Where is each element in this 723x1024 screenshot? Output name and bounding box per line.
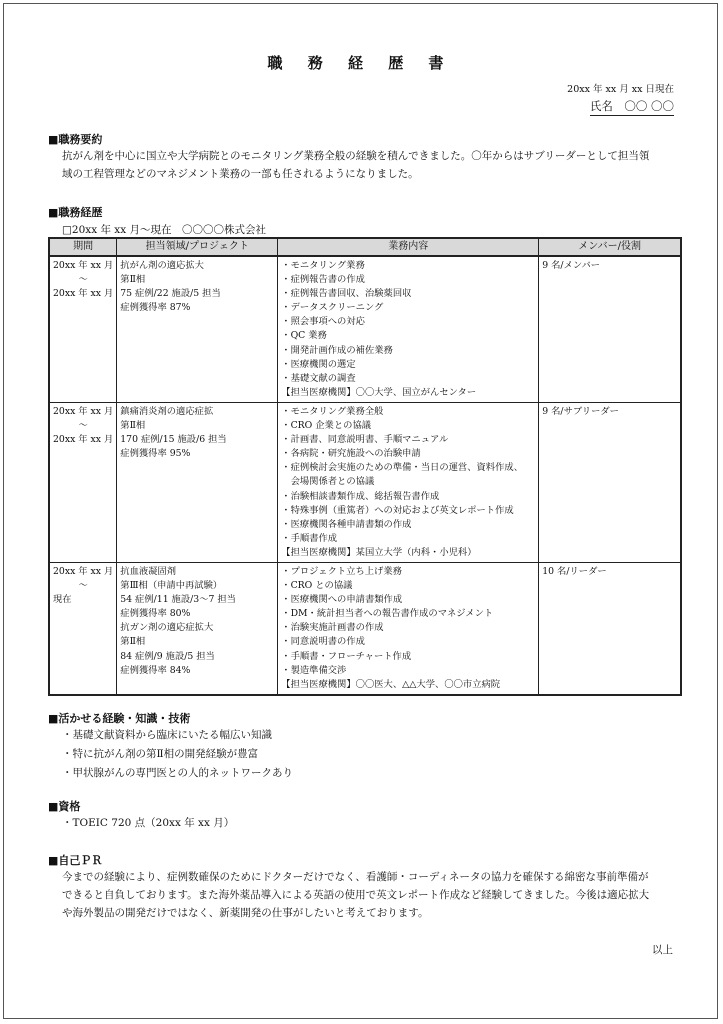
work-line: ・各病院・研究施設への治験申請: [281, 448, 421, 460]
project-cell: [117, 562, 278, 694]
work-line: ・製造準備交渉: [281, 664, 347, 676]
period-line: 20xx 年 xx 月: [53, 260, 114, 271]
column-header-period: 期間: [49, 238, 117, 256]
work-line: 【担当医療機関】〇〇医大、△△大学、〇〇市立病院: [281, 678, 501, 690]
work-line: ・症例報告書の作成: [281, 274, 365, 286]
company-line: □20xx 年 xx 月〜現在 〇〇〇〇株式会社: [62, 224, 266, 236]
skill-item: ・特に抗がん剤の第Ⅱ相の開発経験が豊富: [62, 748, 259, 760]
project-line: 第Ⅲ相（申請中再試験）: [120, 580, 223, 592]
work-line: ・手順書・フローチャート作成: [281, 650, 412, 662]
project-line: 第Ⅱ相: [120, 274, 146, 286]
resume-page: [3, 3, 718, 1019]
applicant-name: 氏名 〇〇 〇〇: [590, 98, 674, 116]
work-line: ・治験相談書類作成、総括報告書作成: [281, 490, 440, 502]
work-line: ・症例報告書回収、治験薬回収: [281, 288, 412, 300]
table-row: [49, 562, 681, 694]
table-header-row: [49, 238, 681, 256]
table-row: [49, 256, 681, 402]
summary-text: [62, 147, 682, 183]
project-line: 抗がん剤の適応拡大: [120, 260, 204, 271]
work-line: ・照会事項への対応: [281, 316, 365, 328]
project-cell: [117, 256, 278, 402]
column-header-member: メンバー/役割: [539, 238, 681, 256]
document-title: 職 務 経 歴 書: [267, 54, 454, 72]
work-line: ・データスクリーニング: [281, 302, 384, 314]
work-line: ・計画書、同意説明書、手順マニュアル: [281, 434, 449, 446]
project-cell: [117, 402, 278, 562]
pr-line: できると自負しております。また海外薬品導入による英語の使用で英文レポート作成など経験してきました。今後は適応拡大: [62, 889, 650, 901]
pr-text: [62, 868, 682, 922]
period-line: 現在: [53, 594, 72, 606]
member-role: 9 名/サブリーダー: [542, 405, 619, 417]
work-cell: [278, 402, 539, 562]
work-line: ・DM・統計担当者への報告書作成のマネジメント: [281, 608, 494, 620]
work-cell: [278, 256, 539, 402]
period-cell: [49, 562, 117, 694]
skills-heading: ■活かせる経験・知識・技術: [48, 712, 191, 725]
column-header-work: 業務内容: [278, 238, 539, 256]
work-cell: [278, 562, 539, 694]
period-line: 20xx 年 xx 月: [53, 405, 114, 417]
work-line: ・QC 業務: [281, 330, 327, 342]
work-line: ・モニタリング業務: [281, 260, 365, 271]
work-line: ・症例検討会実施のための準備・当日の運営、資料作成、: [281, 462, 523, 474]
project-line: 抗ガン剤の適応症拡大: [120, 622, 214, 634]
document-date: 20xx 年 xx 月 xx 日現在: [567, 84, 674, 95]
skill-item: ・基礎文献資料から臨床にいたる幅広い知識: [62, 729, 272, 741]
project-line: 54 症例/11 施設/3〜7 担当: [120, 594, 236, 606]
project-line: 鎮痛消炎剤の適応症拡: [120, 405, 214, 417]
work-line: ・プロジェクト立ち上げ業務: [281, 565, 402, 577]
work-line: ・開発計画作成の補佐業務: [281, 344, 393, 356]
period-cell: [49, 256, 117, 402]
summary-heading: ■職務要約: [48, 133, 103, 146]
qualifications-heading: ■資格: [48, 800, 81, 813]
project-line: 症例獲得率 80%: [120, 608, 191, 620]
work-line: ・同意説明書の作成: [281, 636, 365, 648]
project-line: 170 症例/15 施設/6 担当: [120, 434, 227, 446]
skills-list: [62, 726, 293, 783]
pr-line: 今までの経験により、症例数確保のためにドクターだけでなく、看護師・コーディネータの協力を確保する綿密な事前準備が: [62, 871, 649, 883]
period-cell: [49, 402, 117, 562]
member-cell: [539, 256, 681, 402]
skill-item: ・甲状腺がんの専門医との人的ネットワークあり: [62, 767, 293, 779]
project-line: 症例獲得率 84%: [120, 664, 191, 676]
summary-line: 抗がん剤を中心に国立や大学病院とのモニタリング業務全般の経験を積んできました。〇年からはサブリーダーとして担当領: [62, 150, 650, 162]
member-cell: [539, 402, 681, 562]
member-role: 10 名/リーダー: [542, 565, 607, 577]
project-line: 症例獲得率 95%: [120, 448, 191, 460]
period-line: 20xx 年 xx 月: [53, 288, 114, 300]
project-line: 75 症例/22 施設/5 担当: [120, 288, 221, 300]
work-line: 【担当医療機関】〇〇大学、国立がんセンター: [281, 386, 477, 398]
work-line: ・医療機関の選定: [281, 358, 356, 370]
project-line: 84 症例/9 施設/5 担当: [120, 650, 215, 662]
period-line: 20xx 年 xx 月: [53, 565, 114, 577]
work-line: ・医療機関への申請書類作成: [281, 594, 403, 606]
period-line: 〜: [78, 274, 88, 286]
work-line: ・CRO 企業との協議: [281, 420, 372, 432]
member-role: 9 名/メンバー: [542, 260, 601, 271]
project-line: 抗血液凝固剤: [120, 565, 177, 577]
column-header-project: 担当領域/プロジェクト: [117, 238, 278, 256]
work-line: ・手順書作成: [281, 532, 338, 544]
pr-line: や海外製品の開発だけではなく、新薬開発の仕事がしたいと考えております。: [62, 907, 429, 919]
pr-heading: ■自己ＰＲ: [48, 854, 103, 867]
project-line: 第Ⅱ相: [120, 636, 146, 648]
period-line: 20xx 年 xx 月: [53, 434, 114, 446]
closing-text: 以上: [652, 944, 673, 956]
work-line: ・医療機関各種申請書類の作成: [281, 518, 412, 530]
project-line: 症例獲得率 87%: [120, 302, 191, 314]
period-line: 〜: [78, 420, 88, 432]
history-heading: ■職務経歴: [48, 206, 103, 219]
qualification-item: ・TOEIC 720 点（20xx 年 xx 月）: [62, 817, 235, 829]
work-line: ・治験実施計画書の作成: [281, 622, 384, 634]
table-row: [49, 402, 681, 562]
work-line: ・特殊事例（重篤者）への対応および英文レポート作成: [281, 504, 514, 516]
project-line: 第Ⅱ相: [120, 420, 146, 432]
summary-line: 域の工程管理などのマネジメント業務の一部も任されるようになりました。: [62, 168, 419, 180]
work-line: ・モニタリング業務全般: [281, 405, 384, 417]
table-body: [49, 256, 681, 695]
work-line: ・CRO との協議: [281, 580, 353, 592]
work-line: ・基礎文献の調査: [281, 372, 356, 384]
work-line: 会場関係者との協議: [281, 476, 375, 488]
career-history-table: [48, 237, 682, 696]
qualifications-list: [62, 814, 234, 833]
period-line: 〜: [78, 580, 88, 592]
member-cell: [539, 562, 681, 694]
work-line: 【担当医療機関】某国立大学（内科・小児科）: [281, 546, 477, 558]
